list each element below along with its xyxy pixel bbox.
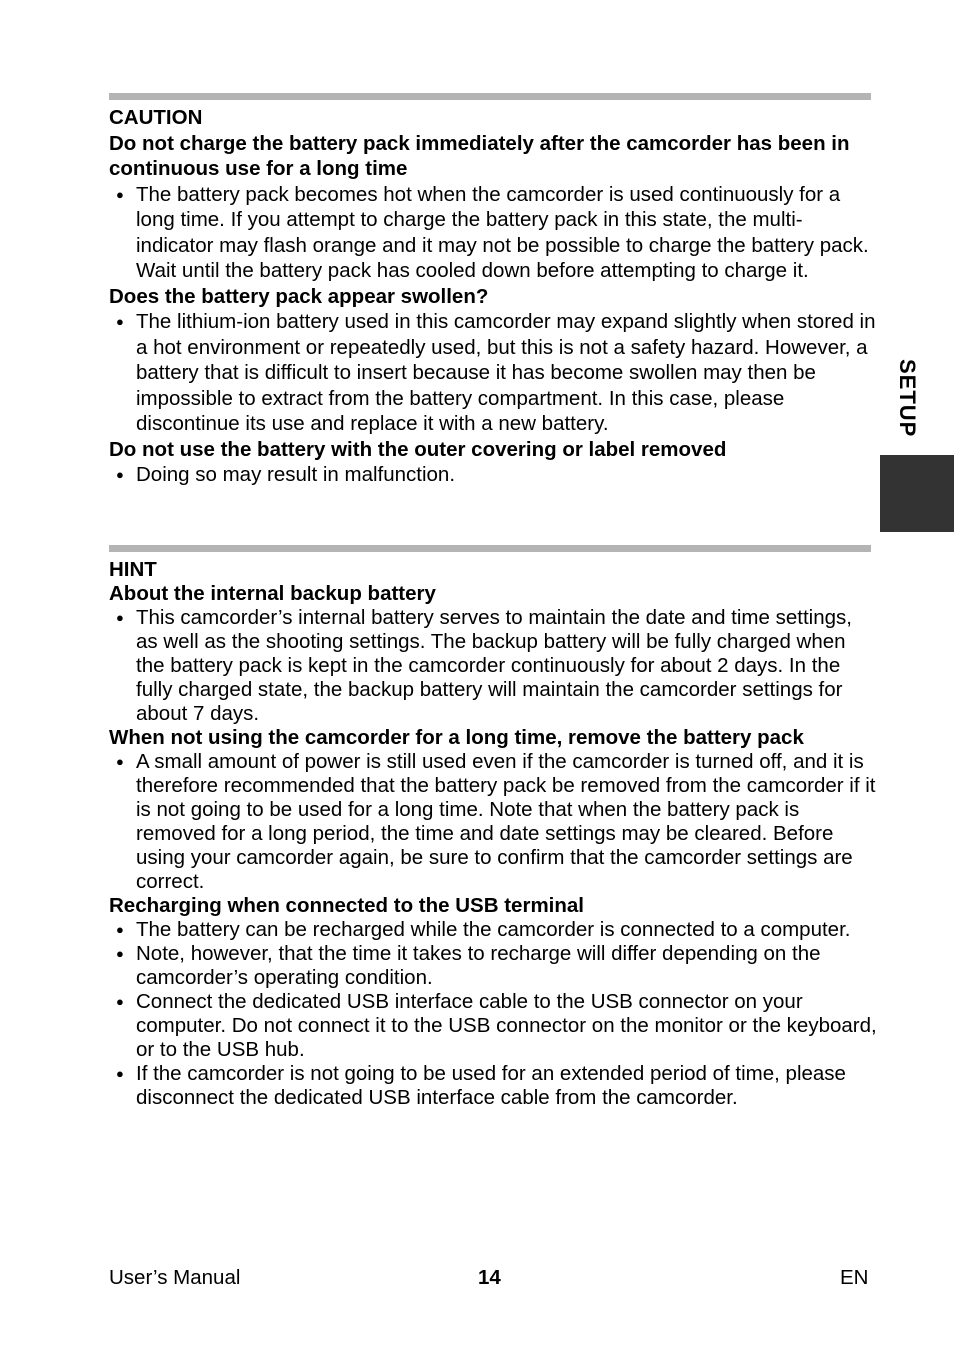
hint-heading-2: When not using the camcorder for a long time, remove the battery pack	[109, 726, 804, 749]
list-item: ● This camcorder’s internal battery serves to maintain the date and time settings, as well as the shooting settings. The backup battery will be fully charged when the battery pack is kept in the camcorder continuously for about 2 days. In the fully charged state, the backup battery will maintain the camcorder settings for about 7 days.	[109, 606, 879, 726]
footer-language: EN	[840, 1266, 869, 1289]
page-number: 14	[478, 1266, 501, 1289]
footer-manual-title: User’s Manual	[109, 1266, 241, 1289]
section-tab-label: SETUP	[895, 359, 920, 438]
list-item: ● The battery pack becomes hot when the camcorder is used continuously for a long time. If you attempt to charge the battery pack in this state, the multi-indicator may flash orange and it may not be possible to charge the battery pack. Wait until the battery pack has cooled down before attempting to charge it.	[109, 182, 879, 284]
list-item: ● If the camcorder is not going to be used for an extended period of time, please disconnect the dedicated USB interface cable from the camcorder.	[109, 1062, 879, 1110]
caution-section	[109, 105, 879, 488]
hint-label: HINT	[109, 558, 157, 581]
list-item: ● The battery can be recharged while the camcorder is connected to a computer.	[109, 918, 879, 942]
caution-label: CAUTION	[109, 106, 203, 129]
caution-heading-2: Does the battery pack appear swollen?	[109, 284, 489, 308]
caution-divider	[109, 93, 871, 100]
hint-heading-3: Recharging when connected to the USB terminal	[109, 894, 584, 917]
caution-list-2	[109, 309, 879, 437]
hint-divider	[109, 545, 871, 552]
hint-list-1	[109, 606, 879, 726]
list-item: ● Note, however, that the time it takes to recharge will differ depending on the camcorder’s operating condition.	[109, 942, 879, 990]
list-item: ● Doing so may result in malfunction.	[109, 462, 879, 488]
list-item: ● The lithium-ion battery used in this camcorder may expand slightly when stored in a hot environment or repeatedly used, but this is not a safety hazard. However, a battery that is difficult to insert because it has become swollen may then be impossible to extract from the battery compartment. In this case, please discontinue its use and replace it with a new battery.	[109, 309, 879, 437]
hint-heading-1: About the internal backup battery	[109, 582, 436, 605]
caution-heading-3: Do not use the battery with the outer covering or label removed	[109, 437, 727, 461]
hint-list-3	[109, 918, 879, 1110]
hint-list-2	[109, 750, 879, 894]
caution-heading-1: Do not charge the battery pack immediately after the camcorder has been in continuous use for a long time	[109, 131, 850, 180]
section-tab-marker	[880, 455, 954, 532]
list-item: ● A small amount of power is still used even if the camcorder is turned off, and it is therefore recommended that the battery pack be removed from the camcorder if it is not going to be used for a long time. Note that when the battery pack is removed for a long period, the time and date settings may be cleared. Before using your camcorder again, be sure to confirm that the camcorder settings are correct.	[109, 750, 879, 894]
hint-section	[109, 558, 879, 1110]
caution-list-1	[109, 182, 879, 284]
caution-list-3	[109, 462, 879, 488]
list-item: ● Connect the dedicated USB interface cable to the USB connector on your computer. Do not connect it to the USB connector on the monitor or the keyboard, or to the USB hub.	[109, 990, 879, 1062]
